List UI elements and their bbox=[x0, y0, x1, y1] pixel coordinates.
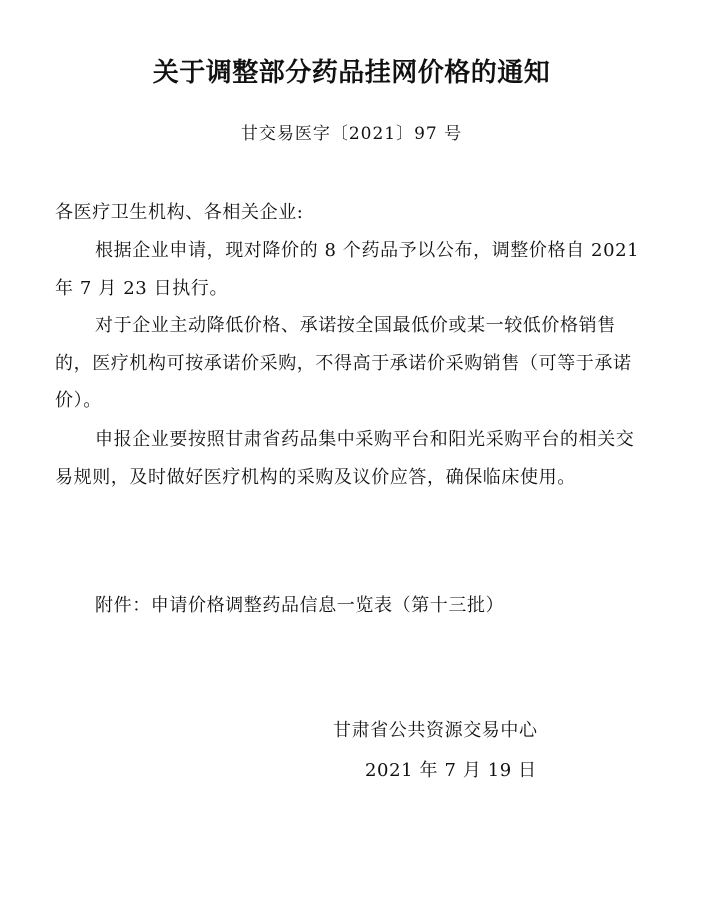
attachment-line: 附件：申请价格调整药品信息一览表（第十三批） bbox=[95, 595, 505, 616]
body-paragraph-2 bbox=[55, 307, 645, 420]
salutation: 各医疗卫生机构、各相关企业: bbox=[55, 202, 304, 223]
paragraph-text: 根据企业申请，现对降价的 8 个药品予以公布，调整价格自 2021 年 7 月 23 日执行。 bbox=[55, 240, 640, 299]
paragraph-text: 申报企业要按照甘肃省药品集中采购平台和阳光采购平台的相关交易规则，及时做好医疗机构的采购及议价应答，确保临床使用。 bbox=[55, 429, 635, 488]
issue-date: 2021 年 7 月 19 日 bbox=[365, 760, 537, 781]
body-paragraph-1 bbox=[55, 232, 645, 307]
document-number: 甘交易医字〔2021〕97 号 bbox=[240, 124, 463, 144]
paragraph-text: 对于企业主动降低价格、承诺按全国最低价或某一较低价格销售的，医疗机构可按承诺价采购，不得高于承诺价采购销售（可等于承诺价）。 bbox=[55, 315, 632, 411]
body-paragraph-3 bbox=[55, 421, 645, 496]
notice-title: 关于调整部分药品挂网价格的通知 bbox=[152, 58, 551, 88]
issuer-signature: 甘肃省公共资源交易中心 bbox=[333, 720, 538, 741]
